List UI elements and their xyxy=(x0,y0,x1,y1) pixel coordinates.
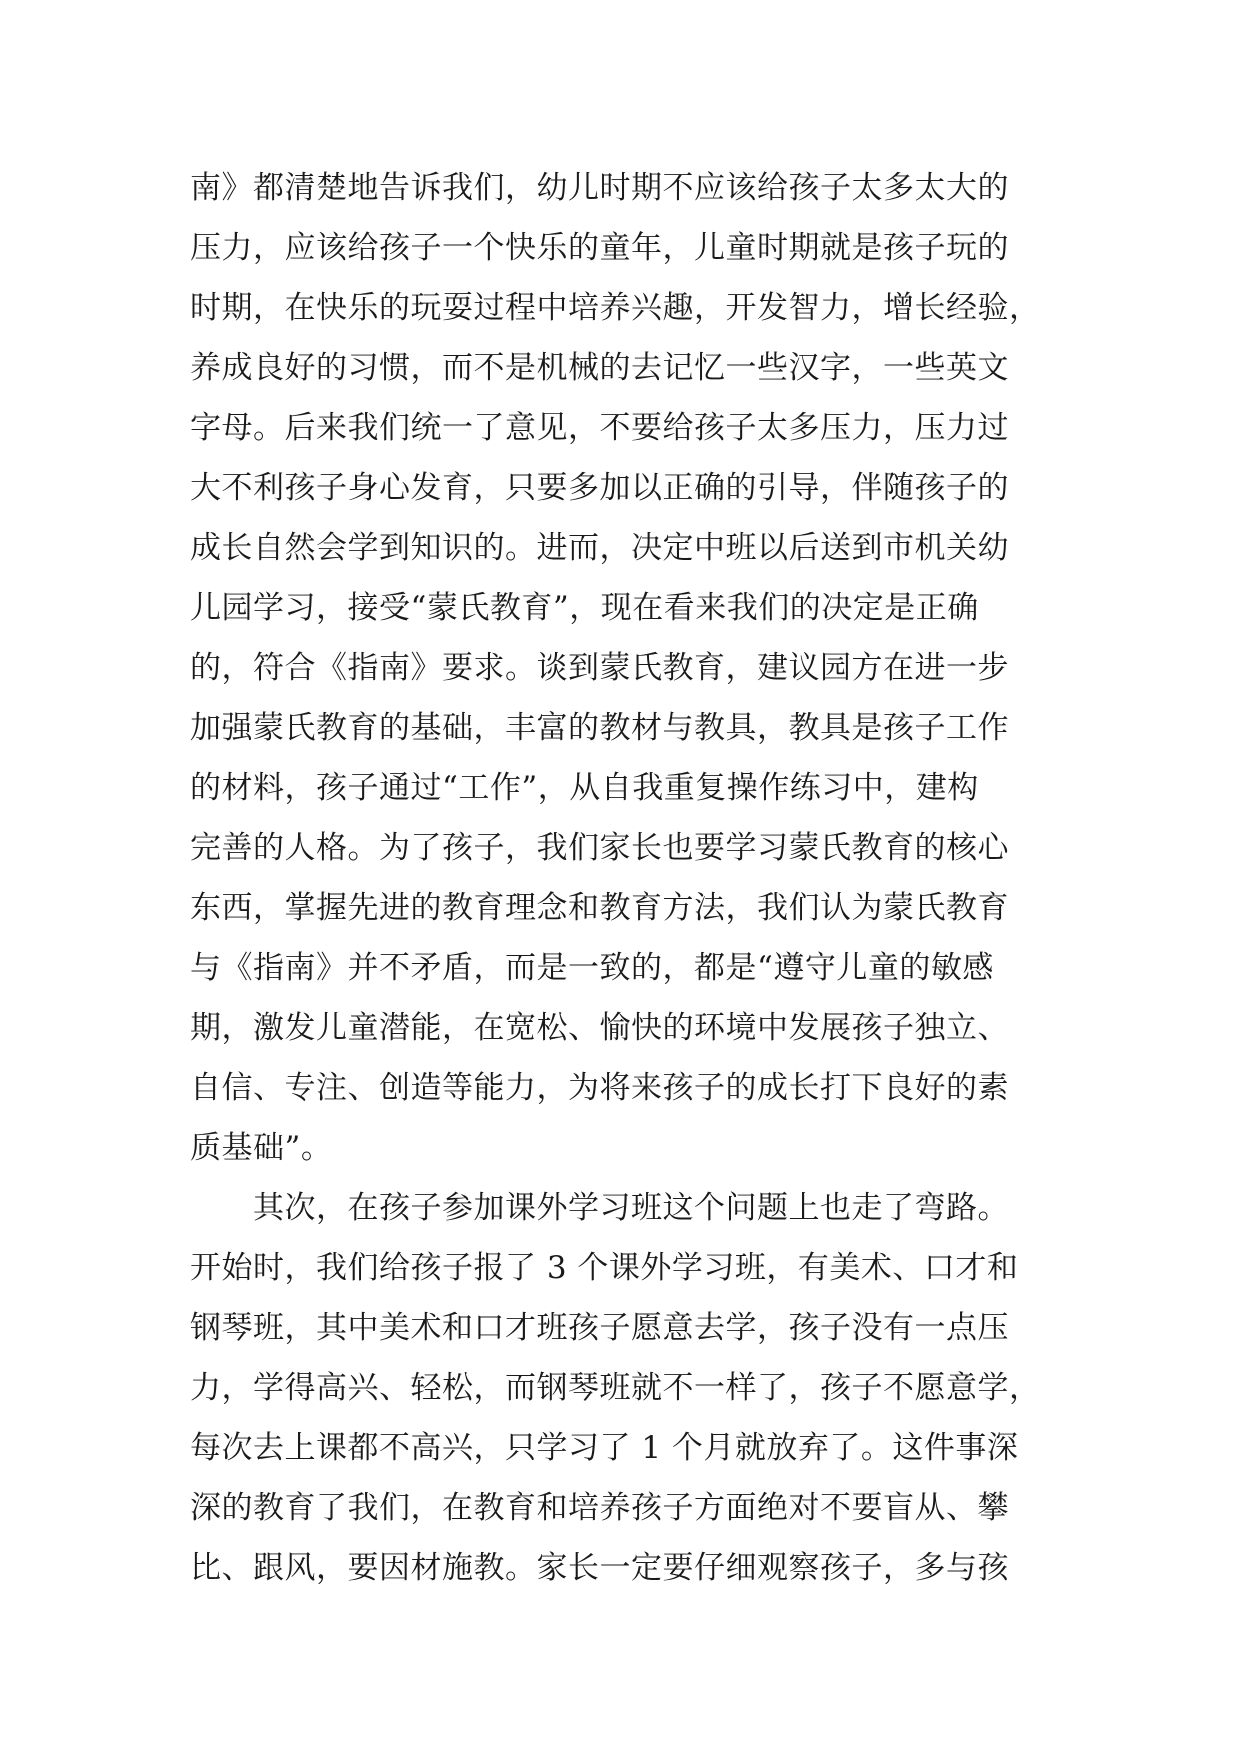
text-line: 深的教育了我们，在教育和培养孩子方面绝对不要盲从、攀 xyxy=(190,1490,1009,1526)
text-line: 大不利孩子身心发育，只要多加以正确的引导，伴随孩子的 xyxy=(190,470,1009,506)
text-line: 压力，应该给孩子一个快乐的童年，儿童时期就是孩子玩的 xyxy=(190,230,1009,266)
text-line: 时期，在快乐的玩耍过程中培养兴趣，开发智力，增长经验， xyxy=(190,290,1041,326)
text-line: 的材料，孩子通过“工作”，从自我重复操作练习中，建构 xyxy=(190,770,979,806)
text-line: 期，激发儿童潜能，在宽松、愉快的环境中发展孩子独立、 xyxy=(190,1010,1009,1046)
text-line: 比、跟风，要因材施教。家长一定要仔细观察孩子，多与孩 xyxy=(190,1550,1009,1586)
text-line: 每次去上课都不高兴，只学习了 1 个月就放弃了。这件事深 xyxy=(190,1430,1019,1466)
text-line: 字母。后来我们统一了意见，不要给孩子太多压力，压力过 xyxy=(190,410,1009,446)
text-line: 的，符合《指南》要求。谈到蒙氏教育，建议园方在进一步 xyxy=(190,650,1009,686)
text-line: 儿园学习，接受“蒙氏教育”，现在看来我们的决定是正确 xyxy=(190,590,979,626)
text-line: 养成良好的习惯，而不是机械的去记忆一些汉字，一些英文 xyxy=(190,350,1009,386)
text-line: 成长自然会学到知识的。进而，决定中班以后送到市机关幼 xyxy=(190,530,1009,566)
text-line: 南》都清楚地告诉我们，幼儿时期不应该给孩子太多太大的 xyxy=(190,170,1009,206)
text-line: 其次，在孩子参加课外学习班这个问题上也走了弯路。 xyxy=(190,1190,1009,1226)
text-line: 自信、专注、创造等能力，为将来孩子的成长打下良好的素 xyxy=(190,1070,1009,1106)
text-line: 钢琴班，其中美术和口才班孩子愿意去学，孩子没有一点压 xyxy=(190,1310,1009,1346)
body-text xyxy=(190,158,1070,1598)
text-line: 加强蒙氏教育的基础，丰富的教材与教具，教具是孩子工作 xyxy=(190,710,1009,746)
text-line: 开始时，我们给孩子报了 3 个课外学习班，有美术、口才和 xyxy=(190,1250,1019,1286)
text-line: 东西，掌握先进的教育理念和教育方法，我们认为蒙氏教育 xyxy=(190,890,1009,926)
text-line: 力，学得高兴、轻松，而钢琴班就不一样了，孩子不愿意学， xyxy=(190,1370,1041,1406)
text-line: 质基础”。 xyxy=(190,1130,333,1166)
text-line: 完善的人格。为了孩子，我们家长也要学习蒙氏教育的核心 xyxy=(190,830,1009,866)
text-line: 与《指南》并不矛盾，而是一致的，都是“遵守儿童的敏感 xyxy=(190,950,994,986)
